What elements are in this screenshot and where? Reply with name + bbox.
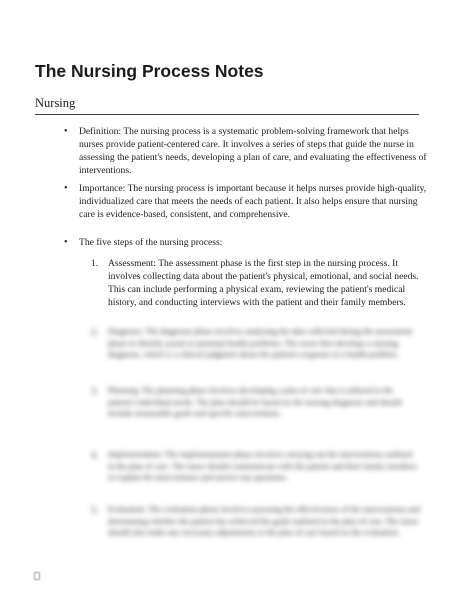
- step-number: 5.: [91, 505, 99, 516]
- step-number: 1.: [91, 258, 99, 269]
- step-implementation: Implementation: The implementation phase involves carrying out the interventions outlined in the plan of care. The nurse should communicate with the patient and their family members to explain the interventions and answer any questions.: [108, 450, 418, 482]
- bullet-definition: •: [64, 126, 68, 137]
- steps-intro: The five steps of the nursing process:: [79, 237, 223, 248]
- section-heading: Nursing: [35, 96, 76, 110]
- step-evaluation: Evaluation: The evaluation phase involves assessing the effectiveness of the interventions and determining whether the patient has achieved the goals outlined in the plan of care. The nurse should also make any necessary adjustments to the plan of care based on the evaluation.: [108, 505, 420, 537]
- step-diagnosis: Diagnosis: The diagnosis phase involves analyzing the data collected during the assessment phase to identify actual or potential health problems. The nurse then develops a nursing diagnosis, which is a clinical judgment about the patient's response to a health problem.: [108, 327, 413, 359]
- step-number: 3.: [91, 386, 99, 397]
- bullet-steps-intro: •: [64, 237, 68, 248]
- step-planning: Planning: The planning phase involves developing a plan of care that is tailored to the patient's individual needs. The plan should be based on the nursing diagnosis and should include measurable goals and specific interventions.: [108, 386, 402, 418]
- bullet-importance: •: [64, 183, 68, 194]
- page-corner-mark: [34, 572, 40, 580]
- document-title: The Nursing Process Notes: [35, 61, 264, 81]
- step-number: 4.: [91, 450, 99, 461]
- definition-paragraph: Definition: The nursing process is a systematic problem-solving framework that helps nurses provide patient-centered care. It involves a series of steps that guide the nurse in assessing the patient's needs, developing a plan of care, and evaluating the effectiveness of interventions.: [79, 126, 427, 176]
- section-divider: [35, 114, 419, 115]
- importance-paragraph: Importance: The nursing process is important because it helps nurses provide high-quality, individualized care that meets the needs of each patient. It also helps ensure that nursing care is evidence-based, consistent, and comprehensive.: [79, 183, 427, 220]
- step-assessment: Assessment: The assessment phase is the first step in the nursing process. It involves collecting data about the patient's physical, emotional, and social needs. This can include performing a physical exam, reviewing the patient's medical history, and conducting interviews with the patient and their family members.: [108, 258, 419, 308]
- step-number: 2.: [91, 327, 99, 338]
